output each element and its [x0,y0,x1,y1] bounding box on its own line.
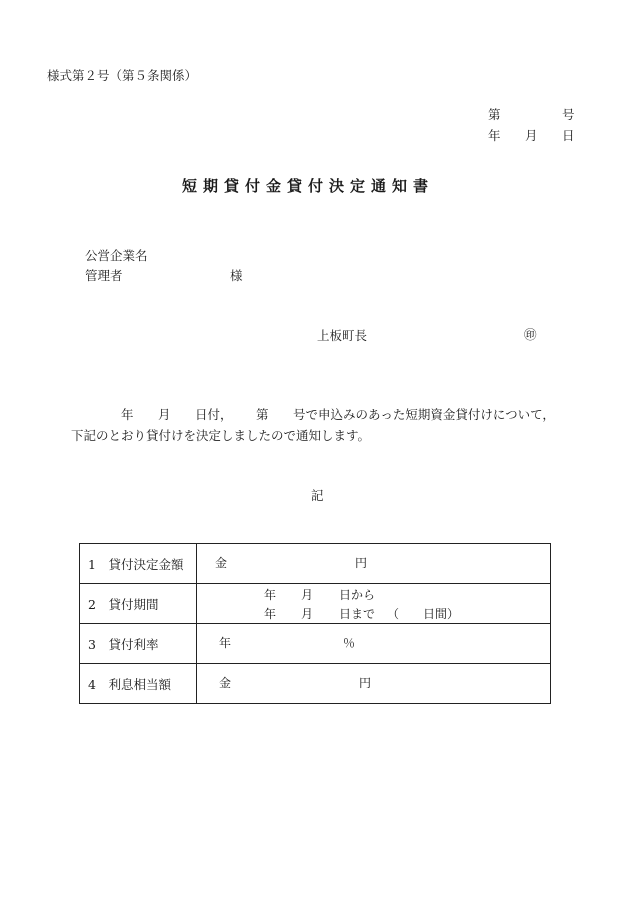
period-start-day: 日から [339,588,376,602]
body-day: 日付， [195,407,233,422]
header-month: 月 [525,128,538,143]
table-row [80,664,551,704]
row-label: 4 利息相当額 [80,664,197,704]
rate-prefix: 年 [219,636,232,650]
period-end-year: 年 [264,607,277,621]
row-label: 1 貸付決定金額 [80,544,197,584]
body-year: 年 [121,407,134,422]
body-dai: 第 [256,407,269,422]
row-label: 2 貸付期間 [80,584,197,624]
company-label: 公営企業名 [85,248,148,263]
period-days: 日間） [423,607,460,621]
table-row [80,544,551,584]
form-number: 様式第２号（第５条関係） [47,68,198,83]
interest-cell [197,664,551,704]
header-go: 号 [562,107,575,122]
body-month: 月 [158,407,171,422]
body-line1-rest: 号で申込みのあった短期資金貸付けについて， [293,407,555,422]
header-day: 日 [562,128,575,143]
sender-name: 上板町長 [317,328,368,343]
table-row [80,584,551,624]
loan-details-table [79,543,551,704]
document-title: 短期貸付金貸付決定通知書 [182,177,435,195]
manager-label: 管理者 [85,268,123,283]
period-end-month: 月 [301,607,314,621]
header-dai: 第 [488,107,501,122]
amount-cell [197,544,551,584]
body-line2: 下記のとおり貸付けを決定しましたので通知します。 [71,428,371,443]
table-row [80,624,551,664]
amount-prefix: 金 [215,556,228,570]
period-cell [197,584,551,624]
period-start-month: 月 [301,588,314,602]
row-label: 3 貸付利率 [80,624,197,664]
rate-unit: ％ [343,636,356,650]
interest-unit: 円 [359,676,372,690]
ki-label: 記 [311,488,324,503]
period-days-open: （ [387,607,400,621]
seal-mark: ㊞ [524,327,537,342]
amount-unit: 円 [355,556,368,570]
period-end-day: 日まで [339,607,376,621]
header-year: 年 [488,128,501,143]
rate-cell [197,624,551,664]
honorific: 様 [230,268,243,283]
period-start-year: 年 [264,588,277,602]
interest-prefix: 金 [219,676,232,690]
